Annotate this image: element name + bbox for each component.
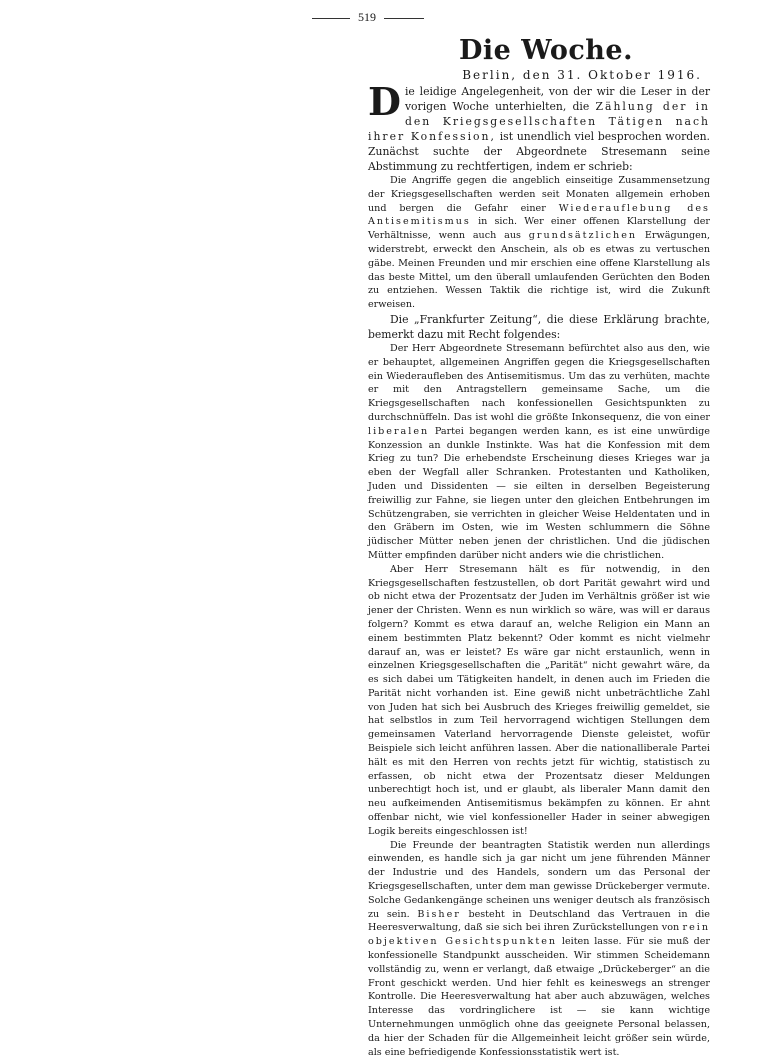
quote2-text-b: Partei begangen werden kann, es ist eine unwürdige Konzession an dunkle Instinkte. Was hat die Konfession mit dem Krieg zu tun? Die erhebendste Erscheinung dieses Krieges war ja eben der Wegfall aller Schranken. Protestanten und Katholiken, Juden und Dissidenten — sie eilten in derselben Begeisterung freiwillig zur Fahne, sie liegen unter den gleichen Entbehrungen im Schützengraben, sie verrichten in gleicher Weise Heldentaten und in den Gräbern im Osten, wie im Westen schlummern die Söhne jüdischer Mütter neben jenen der christlichen. Und die jüdischen Mütter empfinden darüber nicht anders wie die christlichen. (368, 425, 710, 561)
page-number: 519 (358, 10, 376, 24)
dateline: Berlin, den 31. Oktober 1916. (462, 68, 702, 82)
quote-paragraph-3: Aber Herr Stresemann hält es für notwendig, in den Kriegsgesellschaften festzustellen, ob dort Parität gewahrt wird und ob nicht etwa der Prozentsatz der Juden im Verhältnis größer ist wie jener der Christen. Wenn es nun wirklich so wäre, was will er daraus folgern? Kommt es etwa darauf an, welche Religion ein Mann an einem bestimmten Platz bekennt? Oder kommt es nicht vielmehr darauf an, was er leistet? Es wäre gar nicht erstaunlich, wenn in einzelnen Kriegsgesellschaften die „Parität“ nicht gewahrt wäre, da es sich dabei um Tätigkeiten handelt, in denen auch im Frieden die Parität nicht vorhanden ist. Eine gewiß nicht unbeträchtliche Zahl von Juden hat sich bei Ausbruch des Krieges freiwillig gemeldet, sie hat selbstlos in zum Teil hervorragend wichtigen Stellungen dem gemeinsamen Vaterland hervorragende Dienste geleistet, wofür Beispiele sich leicht anführen lassen. Aber die nationalliberale Partei hält es mit den Herren von rechts jetzt für wichtig, statistisch zu erfassen, ob nicht etwa der Prozentsatz dieser Meldungen unberechtigt hoch ist, und er glaubt, als liberaler Mann damit den neu aufkeimenden Antisemitismus bekämpfen zu können. Er ahnt offenbar nicht, wie viel konfessioneller Hader in seiner abwegigen Logik bereits eingeschlossen ist! (368, 563, 710, 837)
article-title: Die Woche. (458, 35, 634, 66)
drop-cap: D (368, 79, 401, 124)
intro-text-1: ie leidige Angelegenheit, von der wir die Leser in der vorigen Woche unterhielten, die (404, 85, 710, 113)
quote-paragraph-4 (368, 839, 710, 1059)
quote4-text-c: leiten lasse. Für sie muß der konfessionelle Standpunkt ausscheiden. Wir stimmen Scheidemann vollständig zu, wenn er verlangt, daß etwaige „Drückeberger“ an die Front geschickt werden. Und hier fehlt es keineswegs an strenger Kontrolle. Die Heeresverwaltung hat aber auch abzuwägen, welches Interesse das vordringlichere ist — sie kann wichtige Unternehmungen unmöglich ohne das geeignete Personal belassen, da hier der Schaden für die Allgemeinheit leicht größer sein würde, als eine befriedigende Konfessionsstatistik wert ist. (368, 936, 710, 1058)
paragraph-2: Die „Frankfurter Zeitung“, die diese Erklärung brachte, bemerkt dazu mit Recht folgendes: (368, 312, 710, 341)
quote2-spaced: liberalen (368, 425, 430, 437)
quote4-spaced-2: rein objektiven Gesichtspunkten (368, 922, 710, 948)
intro-paragraph (368, 79, 711, 174)
header-rule-right (384, 18, 424, 19)
article-column (368, 30, 710, 1059)
quote1-text-b: in sich. Wer einer offenen Klarstellung der Verhältnisse, wenn auch aus (368, 216, 710, 242)
quote4-text-b: besteht in Deutschland das Vertrauen in die Heeresverwaltung, daß sie sich bei ihren Zurückstellungen von (368, 908, 710, 934)
page-number-header (312, 8, 424, 28)
quote1-text-c: Erwägungen, widerstrebt, erweckt den Anschein, als ob es etwas zu vertuschen gäbe. Meinen Freunden und mir erschien eine offene Klarstellung als das beste Mittel, um den überall umlaufenden Gerüchten den Boden zu entziehen. Wessen Taktik die richtige ist, wird die Zukunft erweisen. (368, 230, 710, 311)
quote1-spaced-a: Wiederauflebung des Antisemitismus (368, 202, 710, 228)
intro-text-2: ist unendlich viel besprochen worden. Zunächst suchte der Abgeordnete Stresemann seine Abstimmung zu rechtfertigen, indem er schrieb: (368, 130, 710, 173)
quote4-spaced-1: Bisher (417, 908, 461, 920)
quote1-spaced-b: grundsätzlichen (528, 230, 638, 242)
quote4-text-a: Die Freunde der beantragten Statistik werden nun allerdings einwenden, es handle sich ja gar nicht um jene führenden Männer der Industrie und des Handels, sondern um das Personal der Kriegsgesellschaften, unter dem man gewisse Drückeberger vermute. Solche Gedankengänge scheinen uns weniger deutsch als französisch zu sein. (368, 839, 710, 920)
quote2-text-a: Der Herr Abgeordnete Stresemann befürchtet also aus den, wie er behauptet, allgemeinen Angriffen gegen die Kriegsgesellschaften ein Wiederaufleben des Antisemitismus. Um das zu verhüten, machte er mit den Antragstellern gemeinsame Sache, um die Kriegsgesellschaften nach konfessionellen Gesichtspunkten zu durchschnüffeln. Das ist wohl die größte Inkonsequenz, die von einer (368, 342, 710, 423)
intro-spaced-text: Zählung der in den Kriegsgesellschaften Tätigen nach ihrer Konfession, (368, 100, 711, 143)
quote-paragraph-1 (368, 174, 710, 312)
header-rule-left (312, 18, 350, 19)
quote1-text-a: Die Angriffe gegen die angeblich einseitige Zusammensetzung der Kriegsgesellschaften werden seit Monaten allgemein erhoben und bergen die Gefahr einer (368, 175, 710, 214)
quote-paragraph-2 (368, 342, 710, 563)
